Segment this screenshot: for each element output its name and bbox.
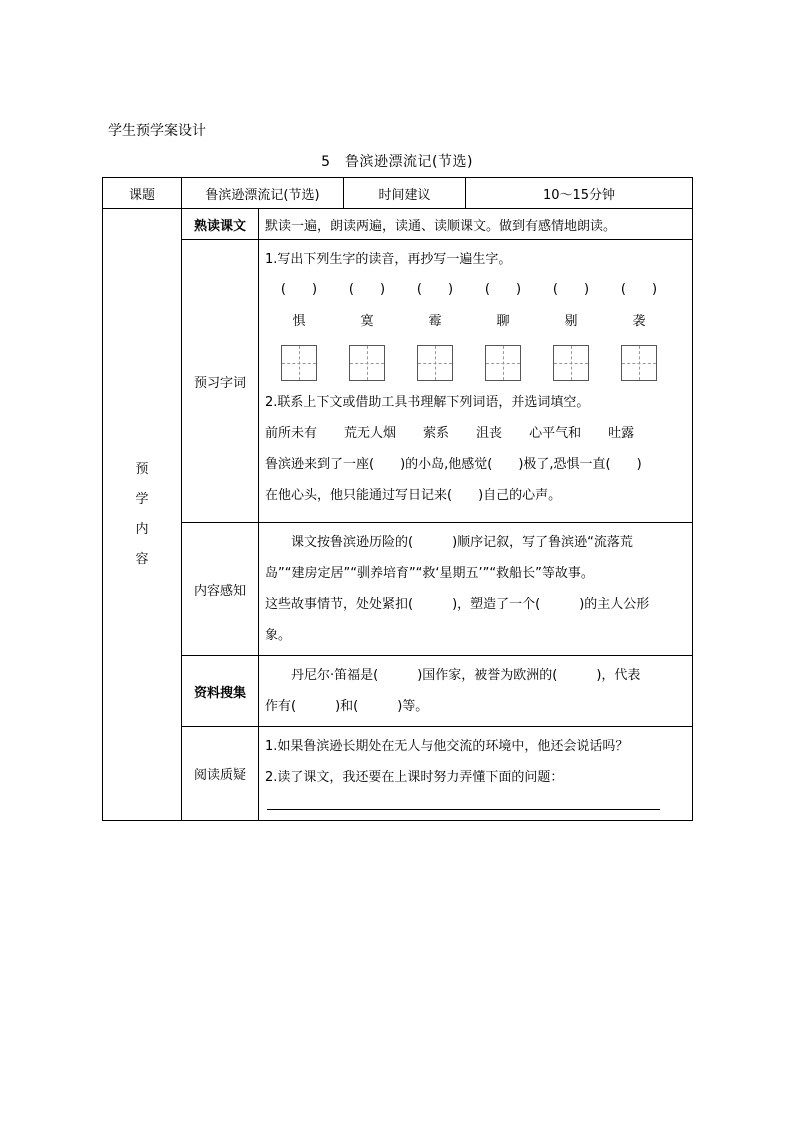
fill-in-line-1: 鲁滨逊来到了一座( )的小岛,他感觉( )极了,恐惧一直( ) [265,457,642,472]
side-char: 学 [135,491,149,507]
side-char: 预 [135,461,149,477]
content-line: 岛”“建房定居”“驯养培育”“救‘星期五’”“救船长”等故事。 [265,566,594,581]
content-line: 这些故事情节，处处紧扣( )，塑造了一个( )的主人公形 [265,597,650,612]
word-option: 萦系 [423,426,450,441]
pinyin-blank: ( ) [484,282,522,297]
pinyin-blank: ( ) [620,282,658,297]
question-content [259,727,693,821]
vocab-char: 寞 [360,314,374,329]
content-text [259,523,693,656]
reading-text: 默读一遍，朗读两遍，读通、读顺课文。做到有感情地朗读。 [259,209,693,240]
vocab-char: 剔 [564,314,578,329]
header-row [103,178,693,209]
lesson-title: 5 鲁滨逊漂流记(节选) [321,154,473,170]
word-option: 心平气和 [529,426,582,441]
content-line: 象。 [265,628,292,643]
pinyin-blank: ( ) [280,282,318,297]
content-label: 内容感知 [182,523,259,656]
pinyin-blank: ( ) [416,282,454,297]
writing-grid-box[interactable] [553,345,589,381]
word-option: 荒无人烟 [344,426,397,441]
side-char: 内 [135,521,149,537]
question-1: 1.如果鲁滨逊长期处在无人与他交流的环境中，他还会说话吗？ [265,739,629,754]
pinyin-blanks [265,275,686,305]
writing-grid-box[interactable] [621,345,657,381]
course-value: 鲁滨逊漂流记(节选) [182,178,344,209]
vocab-char: 惧 [292,314,306,329]
pinyin-blank: ( ) [552,282,590,297]
preview-plan-table [102,177,693,821]
word-option: 吐露 [608,426,635,441]
answer-line[interactable] [267,793,660,810]
vocab-char: 袭 [632,314,646,329]
reading-label: 熟读课文 [182,209,259,240]
course-label: 课题 [103,178,182,209]
content-line: 课文按鲁滨逊历险的( )顺序记叙，写了鲁滨逊“流落荒 [291,535,633,550]
vocab-question-1: 1.写出下列生字的读音，再抄写一遍生字。 [265,252,512,267]
time-label: 时间建议 [344,178,466,209]
material-label: 资料搜集 [182,656,259,727]
fill-in-line-2: 在他心头，他只能通过写日记来( )自己的心声。 [265,488,562,503]
pinyin-blank: ( ) [348,282,386,297]
material-text [259,656,693,727]
content-row [103,523,693,656]
vocab-label: 预习字词 [182,240,259,523]
word-option: 沮丧 [476,426,503,441]
writing-grid-box[interactable] [349,345,385,381]
reading-row [103,209,693,240]
vocab-row [103,240,693,523]
question-2: 2.读了课文，我还要在上课时努力弄懂下面的问题： [265,770,564,785]
question-label: 阅读质疑 [182,727,259,821]
side-char: 容 [135,551,149,567]
vocab-question-2: 2.联系上下文或借助工具书理解下列词语，并选词填空。 [265,395,590,410]
writing-grid-box[interactable] [417,345,453,381]
vocab-char: 霉 [428,314,442,329]
material-line: 丹尼尔·笛福是( )国作家，被誉为欧洲的( )，代表 [291,668,641,683]
word-bank [265,418,686,449]
question-row [103,727,693,821]
side-label-cell [103,209,182,821]
character-row [265,305,686,339]
document-heading: 学生预学案设计 [108,123,206,139]
writing-grid-row [265,339,686,387]
vocab-char: 聊 [496,314,510,329]
time-value: 10～15分钟 [466,178,693,209]
material-line: 作有( )和( )等。 [265,699,429,714]
vocab-content [259,240,693,523]
writing-grid-box[interactable] [485,345,521,381]
material-row [103,656,693,727]
word-option: 前所未有 [265,426,318,441]
writing-grid-box[interactable] [281,345,317,381]
